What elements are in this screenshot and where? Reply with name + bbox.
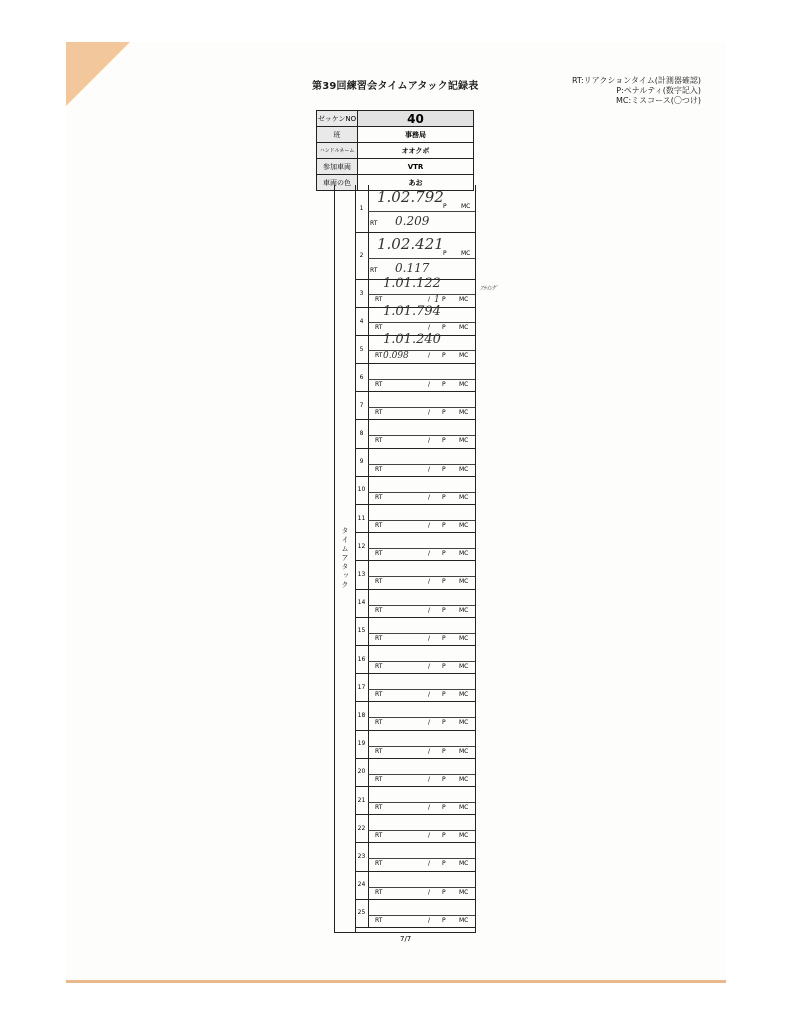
legend <box>572 76 701 106</box>
misscourse-label: MC <box>459 719 469 727</box>
rt-label: RT <box>375 381 383 388</box>
handwritten-time: 1.01.794 <box>383 304 441 319</box>
slash-label: / <box>428 606 431 614</box>
rt-label: RT <box>375 493 383 501</box>
header-value: 事務局 <box>405 130 426 139</box>
time-line <box>368 802 475 803</box>
penalty-label: P <box>442 888 446 896</box>
trial-row <box>355 730 475 759</box>
rt-label: RT <box>375 916 383 924</box>
penalty-label: P <box>442 381 446 388</box>
time-line <box>368 548 475 549</box>
trial-number: 10 <box>355 476 369 504</box>
misscourse-label: MC <box>459 888 469 896</box>
header-value: あお <box>408 178 423 187</box>
trial-row <box>355 476 475 505</box>
penalty-label: P <box>443 250 447 257</box>
slash-label: / <box>428 719 431 727</box>
penalty-label: P <box>442 775 446 783</box>
rt-label: RT <box>375 663 383 670</box>
misscourse-label: MC <box>459 381 469 388</box>
rt-label: RT <box>370 220 378 227</box>
trial-row <box>355 419 475 448</box>
sheet-title: 第39回練習会タイムアタック記録表 <box>312 81 479 92</box>
trial-row <box>355 871 475 900</box>
trial-number: 15 <box>355 617 369 645</box>
trial-number: 24 <box>355 871 369 899</box>
penalty-label: P <box>442 747 446 755</box>
time-line <box>368 435 475 436</box>
rt-label: RT <box>375 437 383 445</box>
trial-number: 1 <box>355 185 369 232</box>
penalty-label: P <box>442 719 446 727</box>
slash-label: / <box>428 747 431 755</box>
handwritten-penalty: 1 <box>434 295 440 305</box>
misscourse-label: MC <box>459 493 469 501</box>
rt-label: RT <box>370 267 378 274</box>
misscourse-label: MC <box>459 832 469 840</box>
slash-label: / <box>428 409 431 417</box>
slash-label: / <box>428 550 431 558</box>
misscourse-label: MC <box>459 522 469 529</box>
trial-number: 20 <box>355 758 369 786</box>
rt-label: RT <box>375 860 383 868</box>
header-label: 班 <box>317 127 358 142</box>
corner-fold <box>66 42 130 106</box>
misscourse-label: MC <box>459 804 469 811</box>
misscourse-label: MC <box>461 250 471 257</box>
trial-row <box>355 332 475 364</box>
penalty-label: P <box>442 691 446 699</box>
trial-number: 16 <box>355 645 369 673</box>
misscourse-label: MC <box>459 691 469 699</box>
trial-row <box>355 589 475 618</box>
rt-label: RT <box>375 465 383 473</box>
trial-row <box>355 232 475 280</box>
trial-number: 8 <box>355 419 369 447</box>
misscourse-label: MC <box>459 550 469 558</box>
header-table <box>316 110 474 191</box>
trial-row <box>355 560 475 589</box>
trial-number: 7 <box>355 391 369 419</box>
slash-label: / <box>428 296 431 303</box>
trial-number: 6 <box>355 363 369 391</box>
handwritten-time: 1.01.122 <box>383 276 441 291</box>
handwritten-rt: 0.098 <box>383 351 409 361</box>
slash-label: / <box>428 775 431 783</box>
legend-mc: MC:ミスコース(〇つけ) <box>615 96 701 105</box>
trial-row <box>355 701 475 730</box>
rt-label: RT <box>375 522 383 529</box>
header-row-handle <box>316 142 474 158</box>
trial-row <box>355 532 475 561</box>
trial-note: ﾌﾗｲﾝｸﾞ <box>480 285 499 292</box>
legend-p: P:ペナルティ(数字記入) <box>616 86 701 95</box>
slash-label: / <box>428 663 431 670</box>
slash-label: / <box>428 860 431 868</box>
rt-label: RT <box>375 296 383 303</box>
header-row-number <box>316 110 474 126</box>
trial-number: 17 <box>355 673 369 701</box>
rt-label: RT <box>375 888 383 896</box>
penalty-label: P <box>442 860 446 868</box>
section-label <box>334 185 356 932</box>
penalty-label: P <box>442 522 446 529</box>
slash-label: / <box>428 691 431 699</box>
slash-label: / <box>428 352 431 359</box>
trial-number: 13 <box>355 560 369 588</box>
trial-number: 12 <box>355 532 369 560</box>
trial-row <box>355 617 475 646</box>
penalty-label: P <box>442 663 446 670</box>
time-line <box>368 633 475 634</box>
trial-number: 4 <box>355 307 369 335</box>
header-label: 参加車両 <box>317 159 358 174</box>
header-label: ハンドルネーム <box>317 143 358 158</box>
page-number: 7/7 <box>400 935 412 943</box>
slash-label: / <box>428 324 431 331</box>
slash-label: / <box>428 437 431 445</box>
slash-label: / <box>428 522 431 529</box>
slash-label: / <box>428 832 431 840</box>
misscourse-label: MC <box>459 465 469 473</box>
misscourse-label: MC <box>459 606 469 614</box>
time-line <box>368 294 475 295</box>
handwritten-time: 1.01.240 <box>383 332 441 347</box>
trial-number: 14 <box>355 589 369 617</box>
time-line <box>368 322 475 323</box>
time-line <box>368 661 475 662</box>
rt-label: RT <box>375 352 383 359</box>
time-line <box>368 520 475 521</box>
header-value: 40 <box>358 111 473 126</box>
trial-row <box>355 842 475 871</box>
slash-label: / <box>428 578 431 586</box>
misscourse-label: MC <box>459 634 469 642</box>
rt-label: RT <box>375 550 383 558</box>
time-line <box>368 464 475 465</box>
misscourse-label: MC <box>461 203 471 210</box>
time-line <box>368 605 475 606</box>
trial-number: 5 <box>355 335 369 363</box>
rt-label: RT <box>375 804 383 811</box>
rt-label: RT <box>375 634 383 642</box>
trial-number: 2 <box>355 232 369 279</box>
trial-row <box>355 185 475 233</box>
trial-row <box>355 758 475 787</box>
rt-label: RT <box>375 775 383 783</box>
penalty-label: P <box>442 493 446 501</box>
slash-label: / <box>428 465 431 473</box>
handwritten-time: 1.02.792 <box>377 188 444 206</box>
misscourse-label: MC <box>459 296 469 303</box>
slash-label: / <box>428 381 431 388</box>
handwritten-time: 1.02.421 <box>377 235 444 253</box>
rt-label: RT <box>375 747 383 755</box>
header-value: オオクボ <box>401 146 430 155</box>
penalty-label: P <box>442 578 446 586</box>
time-line <box>368 858 475 859</box>
trial-row <box>355 363 475 392</box>
trial-number: 22 <box>355 814 369 842</box>
penalty-label: P <box>442 634 446 642</box>
rt-label: RT <box>375 832 383 840</box>
penalty-label: P <box>442 916 446 924</box>
time-attack-table <box>334 185 476 933</box>
penalty-label: P <box>442 352 446 359</box>
trial-row <box>355 899 475 928</box>
trial-number: 25 <box>355 899 369 927</box>
misscourse-label: MC <box>459 775 469 783</box>
rt-label: RT <box>375 691 383 699</box>
penalty-label: P <box>442 409 446 417</box>
time-line <box>368 689 475 690</box>
trial-number: 21 <box>355 786 369 814</box>
trial-number: 9 <box>355 448 369 476</box>
misscourse-label: MC <box>459 860 469 868</box>
trial-number: 23 <box>355 842 369 870</box>
time-line <box>368 915 475 916</box>
misscourse-label: MC <box>459 916 469 924</box>
time-line <box>368 258 475 259</box>
header-row-team <box>316 126 474 142</box>
penalty-label: P <box>442 324 446 331</box>
rt-label: RT <box>375 324 383 331</box>
rt-label: RT <box>375 578 383 586</box>
penalty-label: P <box>442 832 446 840</box>
header-value: VTR <box>407 162 424 171</box>
slash-label: / <box>428 493 431 501</box>
time-line <box>368 576 475 577</box>
time-line <box>368 492 475 493</box>
slash-label: / <box>428 634 431 642</box>
misscourse-label: MC <box>459 324 469 331</box>
penalty-label: P <box>443 203 447 210</box>
misscourse-label: MC <box>459 747 469 755</box>
trial-number: 18 <box>355 701 369 729</box>
trial-row <box>355 786 475 815</box>
time-line <box>368 887 475 888</box>
trial-number: 19 <box>355 730 369 758</box>
misscourse-label: MC <box>459 352 469 359</box>
penalty-label: P <box>442 804 446 811</box>
misscourse-label: MC <box>459 437 469 445</box>
misscourse-label: MC <box>459 578 469 586</box>
header-label: ゼッケンNO <box>317 111 358 126</box>
header-label: 車両の色 <box>317 175 358 190</box>
trial-row <box>355 448 475 477</box>
trial-row <box>355 673 475 702</box>
time-line <box>368 830 475 831</box>
time-line <box>368 211 475 212</box>
trial-row <box>355 645 475 674</box>
rt-label: RT <box>375 409 383 417</box>
slash-label: / <box>428 804 431 811</box>
penalty-label: P <box>442 465 446 473</box>
penalty-label: P <box>442 606 446 614</box>
section-label-text: タイムアタック <box>341 527 349 590</box>
slash-label: / <box>428 888 431 896</box>
trial-number: 3 <box>355 279 369 307</box>
trial-row <box>355 814 475 843</box>
penalty-label: P <box>442 550 446 558</box>
handwritten-rt: 0.117 <box>395 261 430 275</box>
trial-row <box>355 391 475 420</box>
header-row-vehicle <box>316 158 474 174</box>
rt-label: RT <box>375 606 383 614</box>
time-line <box>368 379 475 380</box>
penalty-label: P <box>442 437 446 445</box>
misscourse-label: MC <box>459 663 469 670</box>
penalty-label: P <box>442 296 446 303</box>
legend-rt: RT:リアクションタイム(計測器確認) <box>571 76 701 85</box>
handwritten-rt: 0.209 <box>395 214 430 228</box>
trial-number: 11 <box>355 504 369 532</box>
time-line <box>368 407 475 408</box>
slash-label: / <box>428 916 431 924</box>
time-line <box>368 717 475 718</box>
misscourse-label: MC <box>459 409 469 417</box>
trial-row <box>355 504 475 533</box>
rt-label: RT <box>375 719 383 727</box>
time-line <box>368 746 475 747</box>
time-line <box>368 774 475 775</box>
